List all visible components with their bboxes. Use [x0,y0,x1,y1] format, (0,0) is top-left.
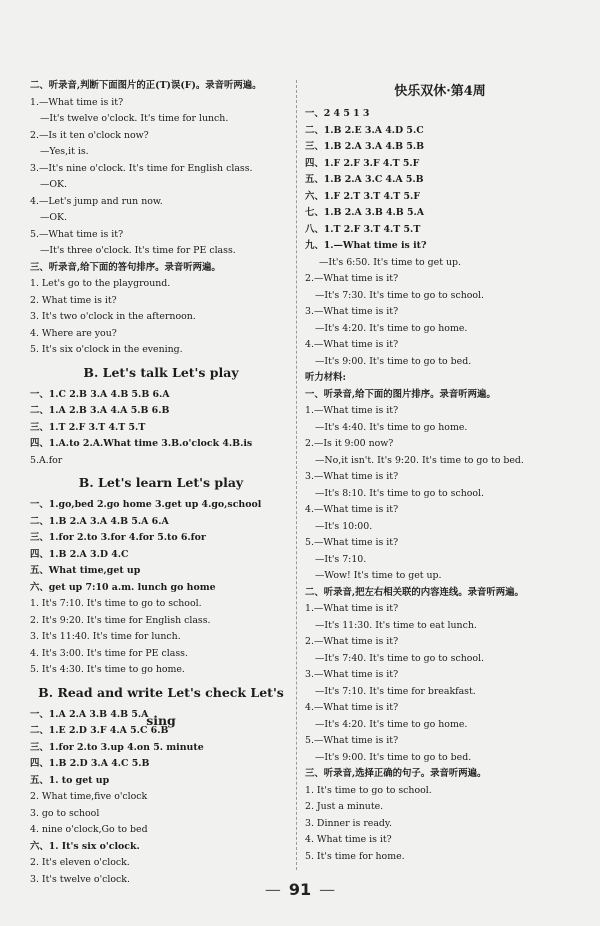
left-text-line: 2. What time is it? [30,294,117,306]
right-text-line: 2.—Is it 9:00 now? [305,438,394,449]
right-answer-line: 一、2 4 5 1 3 [305,108,370,119]
right-text-line: —It's 8:10. It's time to go to school. [315,487,485,499]
right-text-line: 4. What time is it? [305,834,392,845]
right-text-line: —It's 4:20. It's time to go home. [315,718,468,730]
left-text-line: —Yes,it is. [40,146,89,157]
right-text-line: —It's 10:00. [315,520,373,532]
left-section-heading: B. Let's talk Let's play [83,364,239,380]
right-text-line: —It's 7:10. [315,553,367,565]
right-text-line: 4.—What time is it? [305,339,399,350]
right-text-line: —It's 6:50. It's time to get up. [319,256,461,268]
left-text-line: 5. It's six o'clock in the evening. [30,344,183,355]
right-answer-line: 听力材料: [305,372,346,383]
left-text-line: 4.—Let's jump and run now. [30,195,163,207]
left-column [30,78,292,888]
left-answer-line: 二、1.A 2.B 3.A 4.A 5.B 6.B [30,405,170,416]
left-text-line: 2.—Is it ten o'clock now? [30,129,149,141]
left-answer-line: 一、1.C 2.B 3.A 4.B 5.B 6.A [30,388,170,400]
right-text-line: —It's 7:30. It's time to go to school. [315,289,485,301]
left-section-heading: B. Let's learn Let's play [78,475,244,490]
right-text-line: —It's 9:00. It's time to go to bed. [315,355,472,367]
right-answer-line: 六、1.F 2.T 3.T 4.T 5.F [305,190,420,202]
left-text-line: 2. What time,five o'clock [30,791,148,802]
left-text-line: 2. It's eleven o'clock. [30,857,130,868]
right-text-line: 3.—What time is it? [305,669,399,680]
right-text-line: 2.—What time is it? [305,636,399,647]
right-answer-line: 九、1.—What time is it? [305,240,427,251]
right-text-line: 2.—What time is it? [305,273,399,284]
left-text-line: 3. go to school [30,807,100,819]
left-text-line: —It's twelve o'clock. It's time for lunch. [40,113,229,124]
left-text-line: 5.—What time is it? [30,228,124,240]
right-text-line: 5.—What time is it? [305,735,399,746]
right-text-line: —Wow! It's time to get up. [315,570,442,581]
left-text-line: 3. It's two o'clock in the afternoon. [30,311,196,322]
right-text-line: 3.—What time is it? [305,306,399,317]
left-answer-line: 二、1.B 2.A 3.A 4.B 5.A 6.A [30,515,169,527]
right-answer-line: 三、听录音,选择正确的句子。录音听两遍。 [305,768,487,779]
left-text-line: 1.—What time is it? [30,96,124,108]
left-text-line: 2. It's 9:20. It's time for English class. [30,614,211,626]
right-text-line: 4.—What time is it? [305,702,399,713]
page-number-dash-left: — [264,880,281,899]
left-text-line: 5. It's 4:30. It's time to go home. [30,664,185,675]
left-answer-line: 四、1.A.to 2.A.What time 3.B.o'clock 4.B.is [30,438,253,449]
right-text-line: —It's 7:40. It's time to go to school. [315,652,485,664]
right-text-line: 3. Dinner is ready. [305,817,392,829]
right-answer-line: 二、1.B 2.E 3.A 4.D 5.C [305,124,424,136]
left-section-heading: B. Read and write Let's check Let's sing [38,684,284,728]
right-answer-line: 八、1.T 2.F 3.T 4.T 5.T [305,223,421,235]
right-text-line: 1.—What time is it? [305,603,399,614]
left-answer-line: 一、1.go,bed 2.go home 3.get up 4.go,school [30,499,262,510]
left-text-line: 4. nine o'clock,Go to bed [30,824,148,835]
left-text-line: 4. Where are you? [30,327,117,339]
left-text-line: —OK. [40,179,68,190]
left-text-line: 1. Let's go to the playground. [30,278,171,289]
left-answer-line: 四、1.B 2.A 3.D 4.C [30,548,129,560]
right-text-line: 4.—What time is it? [305,504,399,515]
left-answer-line: 一、1.A 2.A 3.B 4.B 5.A [30,708,149,720]
right-text-line: 3.—What time is it? [305,471,399,482]
right-text-line: 1.—What time is it? [305,405,399,416]
right-answer-line: 五、1.B 2.A 3.C 4.A 5.B [305,174,424,185]
left-answer-line: 三、1.for 2.to 3.for 4.for 5.to 6.for [30,532,206,543]
left-answer-line: 四、1.B 2.D 3.A 4.C 5.B [30,758,150,769]
left-answer-line: 三、1.T 2.F 3.T 4.T 5.T [30,421,146,433]
right-text-line: —It's 7:10. It's time for breakfast. [315,685,476,697]
left-text-line: 4. It's 3:00. It's time for PE class. [30,647,188,659]
left-text-line: —OK. [40,212,68,223]
left-text-line: 5.A.for [30,454,63,466]
left-text-line: 1. It's 7:10. It's time to go to school. [30,598,202,609]
right-text-line: 1. It's time to go to school. [305,784,432,796]
right-text-line: —No,it isn't. It's 9:20. It's time to go to bed. [315,454,524,466]
left-text-line: —It's three o'clock. It's time for PE class. [40,245,236,256]
right-answer-line: 一、听录音,给下面的图片排序。录音听两遍。 [305,388,496,400]
right-text-line: 2. Just a minute. [305,801,384,812]
right-answer-line: 二、听录音,把左右相关联的内容连线。录音听两遍。 [305,586,524,598]
left-answer-line: 三、1.for 2.to 3.up 4.on 5. minute [30,741,204,753]
left-text-line: 3. It's 11:40. It's time for lunch. [30,631,181,642]
left-answer-line: 六、get up 7:10 a.m. lunch go home [30,581,216,593]
right-text-line: 5. It's time for home. [305,850,405,862]
right-answer-line: 三、1.B 2.A 3.A 4.B 5.B [305,141,425,152]
right-text-line: —It's 9:00. It's time to go to bed. [315,751,472,763]
right-answer-line: 四、1.F 2.F 3.F 4.T 5.F [305,157,420,169]
right-section-heading: 快乐双休·第4周 [394,84,486,99]
page-number-dash-right: — [319,880,336,899]
left-text-line: 3.—It's nine o'clock. It's time for English class. [30,162,253,174]
right-text-line: 5.—What time is it? [305,537,399,548]
left-answer-line: 五、1. to get up [30,774,110,786]
left-answer-line: 二、听录音,判断下面图片的正(T)误(F)。录音听两遍。 [30,80,262,91]
right-answer-line: 七、1.B 2.A 3.B 4.B 5.A [305,207,425,218]
right-text-line: —It's 11:30. It's time to eat lunch. [315,619,477,631]
column-divider [296,80,297,870]
left-answer-line: 六、1. It's six o'clock. [30,840,140,852]
left-answer-line: 二、1.E 2.D 3.F 4.A 5.C 6.B [30,725,169,736]
page-number: 91 [288,880,312,899]
right-text-line: —It's 4:20. It's time to go home. [315,322,468,334]
left-answer-line: 五、What time,get up [30,565,141,576]
right-text-line: —It's 4:40. It's time to go home. [315,421,468,433]
page-number-footer [0,880,600,899]
right-column [305,78,575,865]
left-text-line: 3. It's twelve o'clock. [30,873,130,885]
left-answer-line: 三、听录音,给下面的答句排序。录音听两遍。 [30,261,221,273]
